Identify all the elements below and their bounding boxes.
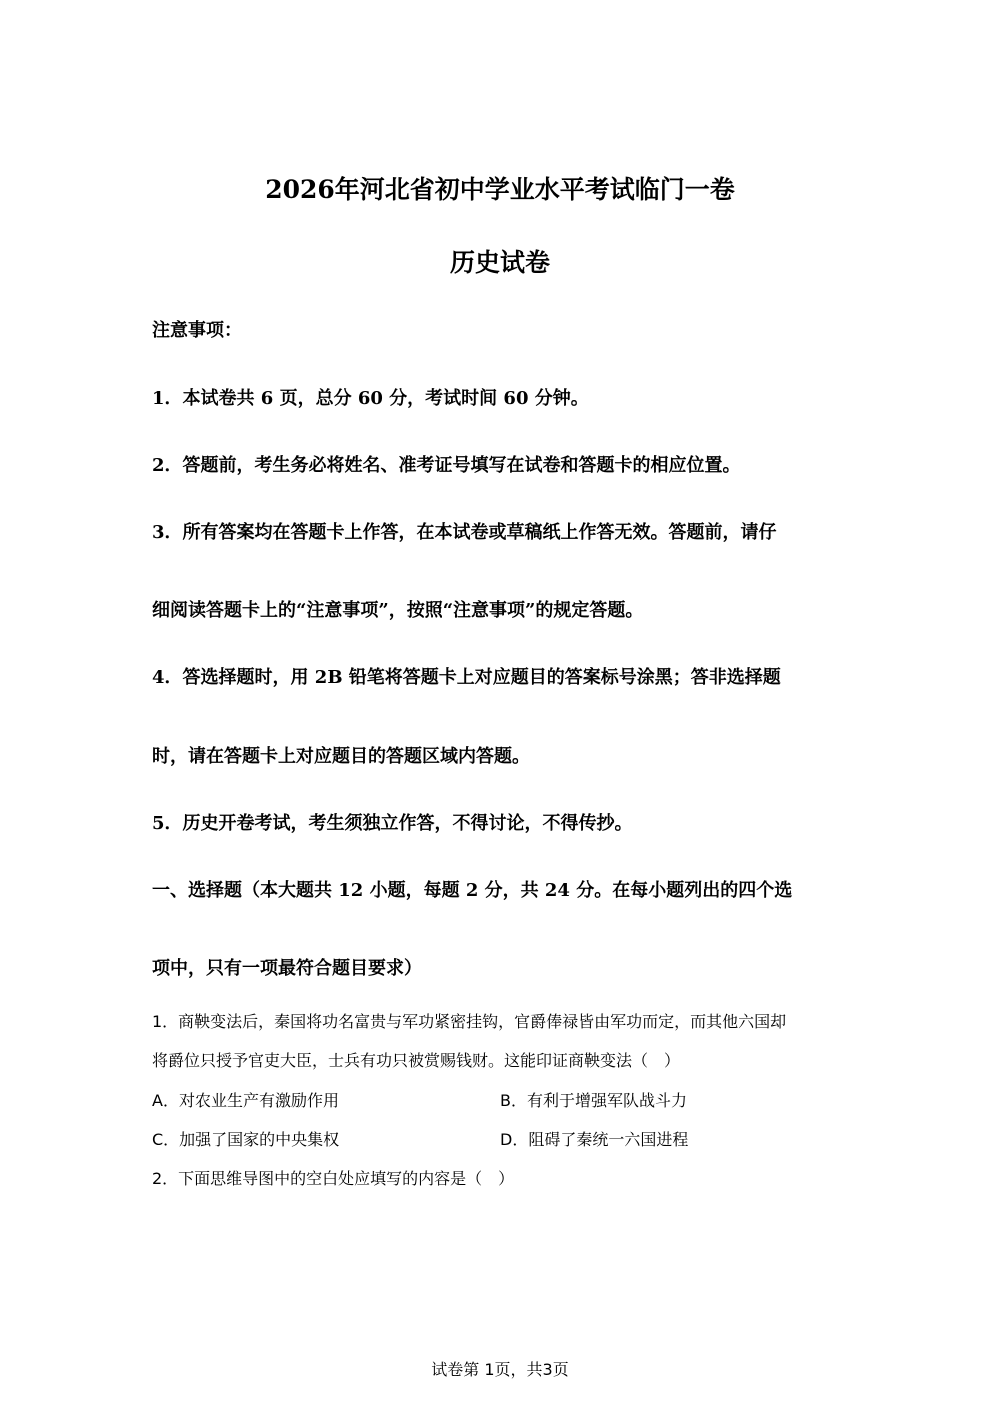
- note-item-3-line1: 3．所有答案均在答题卡上作答，在本试卷或草稿纸上作答无效。答题前，请仔: [152, 522, 777, 543]
- page-footer: 试卷第 1页，共3页: [431, 1360, 569, 1379]
- question-1-option-a: A．对农业生产有激励作用: [152, 1091, 339, 1110]
- question-2-stem: 2．下面思维导图中的空白处应填写的内容是（ ）: [152, 1169, 515, 1188]
- exam-subtitle: 历史试卷: [449, 248, 550, 277]
- notes-heading: 注意事项：: [152, 320, 242, 341]
- exam-title: 2026年河北省初中学业水平考试临门一卷: [265, 175, 735, 204]
- question-1-option-b: B．有利于增强军队战斗力: [500, 1091, 687, 1110]
- question-1-stem-line2: 将爵位只授予官吏大臣，士兵有功只被赏赐钱财。这能印证商鞅变法（ ）: [152, 1051, 681, 1070]
- section-heading-line1: 一、选择题（本大题共 12 小题，每题 2 分，共 24 分。在每小题列出的四个选: [152, 880, 793, 901]
- section-heading-line2: 项中，只有一项最符合题目要求）: [152, 958, 422, 979]
- question-1-stem-line1: 1．商鞅变法后，秦国将功名富贵与军功紧密挂钩，官爵俸禄皆由军功而定，而其他六国却: [152, 1012, 787, 1031]
- question-1-option-d: D．阻碍了秦统一六国进程: [500, 1130, 689, 1149]
- note-item-1: 1．本试卷共 6 页，总分 60 分，考试时间 60 分钟。: [152, 388, 589, 409]
- note-item-4-line2: 时，请在答题卡上对应题目的答题区域内答题。: [152, 746, 530, 767]
- note-item-4-line1: 4．答选择题时，用 2B 铅笔将答题卡上对应题目的答案标号涂黑；答非选择题: [152, 667, 781, 688]
- question-1-option-c: C．加强了国家的中央集权: [152, 1130, 340, 1149]
- note-item-2: 2．答题前，考生务必将姓名、准考证号填写在试卷和答题卡的相应位置。: [152, 455, 741, 476]
- note-item-3-line2: 细阅读答题卡上的“注意事项”，按照“注意事项”的规定答题。: [152, 600, 644, 621]
- note-item-5: 5．历史开卷考试，考生须独立作答，不得讨论，不得传抄。: [152, 813, 633, 834]
